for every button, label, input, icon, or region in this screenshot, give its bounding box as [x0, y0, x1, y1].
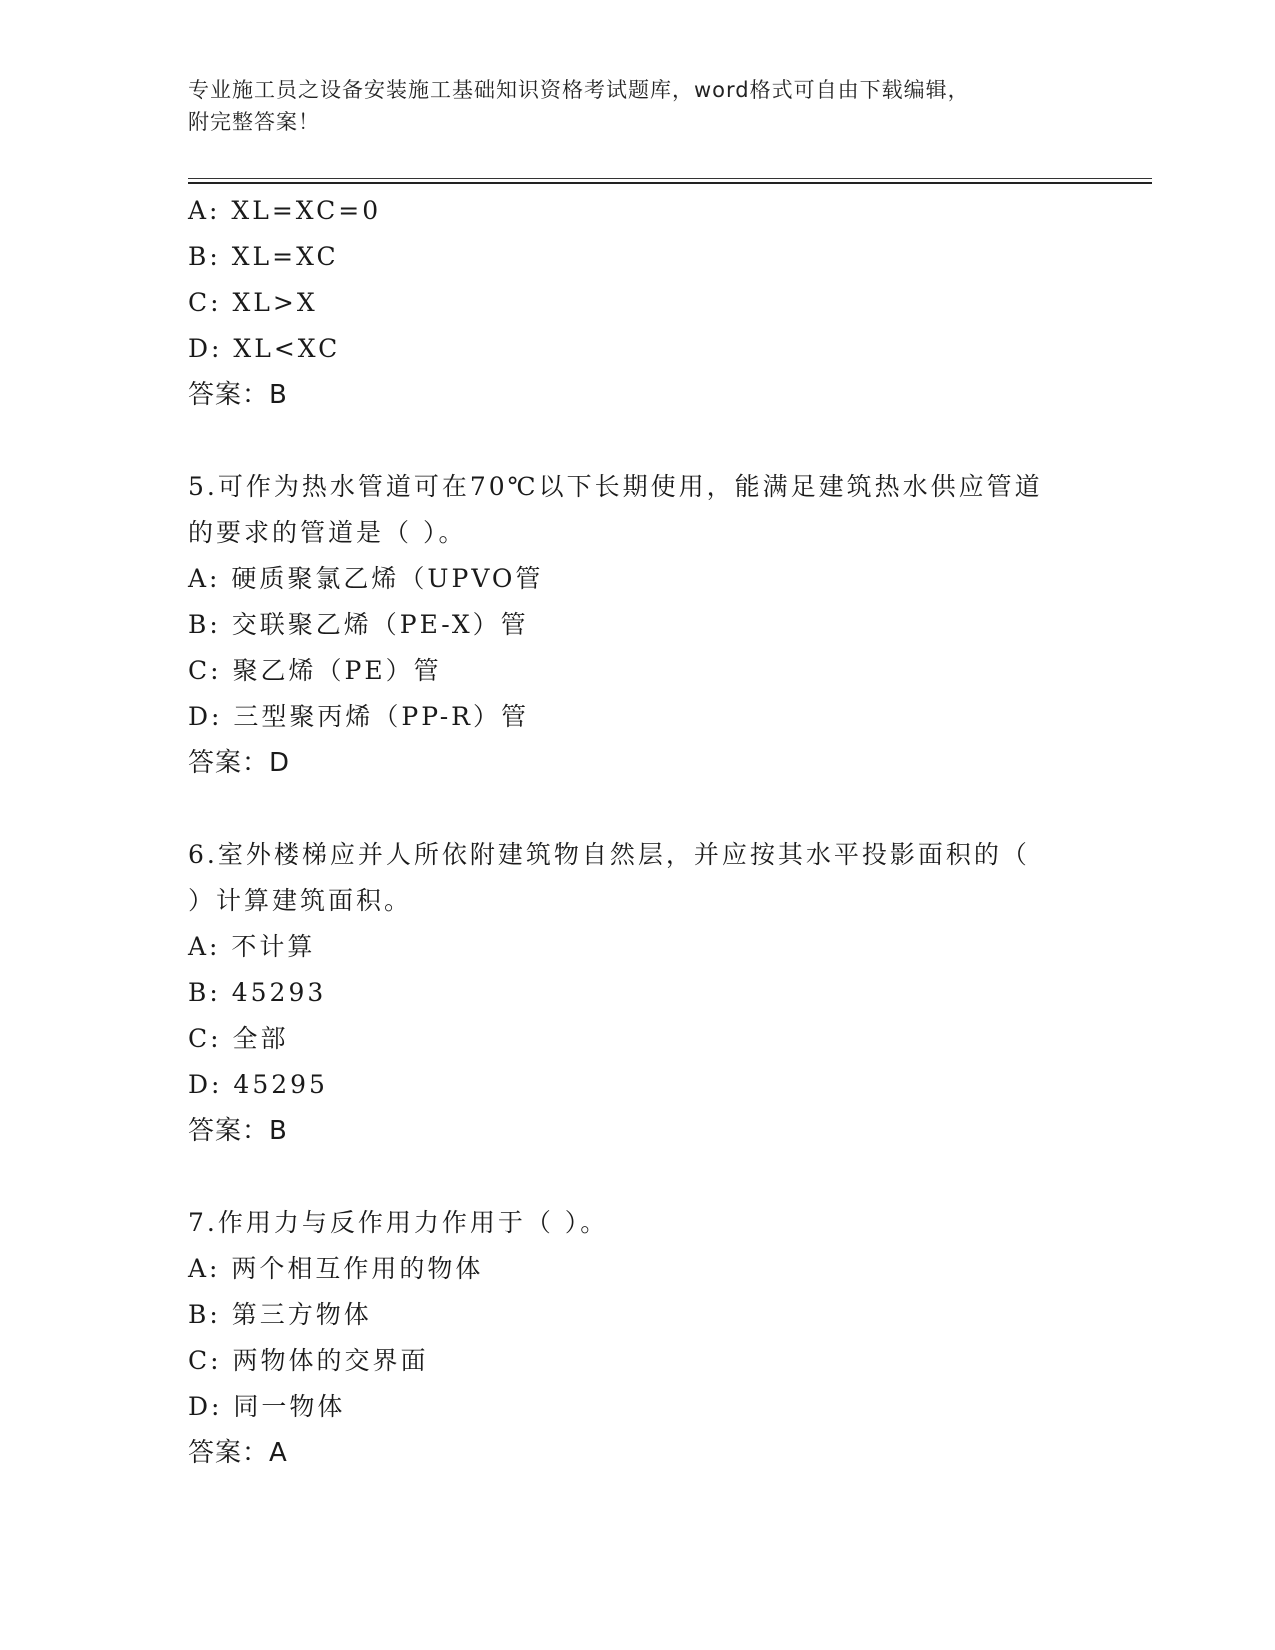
option-b: B: 45293 — [188, 978, 327, 1007]
answer: 答案：B — [188, 380, 288, 410]
question-6 — [188, 832, 1088, 1154]
option-c: C: 两物体的交界面 — [188, 1346, 429, 1375]
option-b: B: 第三方物体 — [188, 1300, 372, 1329]
option-c: C: XL>X — [188, 288, 318, 317]
option-a: A: XL=XC=0 — [188, 196, 382, 225]
option-d: D: 三型聚丙烯（PP-R）管 — [188, 702, 529, 731]
option-a: A: 不计算 — [188, 932, 316, 961]
answer: 答案：B — [188, 1116, 288, 1146]
question-stem-continued: 的要求的管道是（ ）。 — [188, 518, 467, 547]
answer: 答案：D — [188, 748, 291, 778]
header-line-1: 专业施工员之设备安装施工基础知识资格考试题库，word格式可自由下载编辑， — [188, 78, 970, 102]
question-stem-continued: ）计算建筑面积。 — [188, 886, 413, 915]
option-b: B: XL=XC — [188, 242, 339, 271]
option-d: D: 45295 — [188, 1070, 328, 1099]
header-line-2: 附完整答案！ — [188, 110, 320, 134]
document-header — [188, 74, 1068, 138]
header-divider-thick — [188, 182, 1152, 184]
spacer — [188, 786, 1088, 832]
option-c: C: 聚乙烯（PE）管 — [188, 656, 442, 685]
option-d: D: 同一物体 — [188, 1392, 346, 1421]
option-d: D: XL<XC — [188, 334, 341, 363]
question-stem: 5.可作为热水管道可在70℃以下长期使用，能满足建筑热水供应管道 — [188, 472, 1043, 501]
option-a: A: 两个相互作用的物体 — [188, 1254, 484, 1283]
question-7 — [188, 1200, 1088, 1476]
question-list — [188, 188, 1088, 1476]
question-stem: 6.室外楼梯应并人所依附建筑物自然层，并应按其水平投影面积的（ — [188, 840, 1030, 869]
option-c: C: 全部 — [188, 1024, 289, 1053]
spacer — [188, 1154, 1088, 1200]
option-b: B: 交联聚乙烯（PE-X）管 — [188, 610, 529, 639]
answer: 答案：A — [188, 1438, 288, 1468]
option-a: A: 硬质聚氯乙烯（UPVO管 — [188, 564, 544, 593]
header-divider-thin — [188, 178, 1152, 179]
question-4 — [188, 188, 1088, 418]
question-5 — [188, 464, 1088, 786]
spacer — [188, 418, 1088, 464]
question-stem: 7.作用力与反作用力作用于（ ）。 — [188, 1208, 609, 1237]
